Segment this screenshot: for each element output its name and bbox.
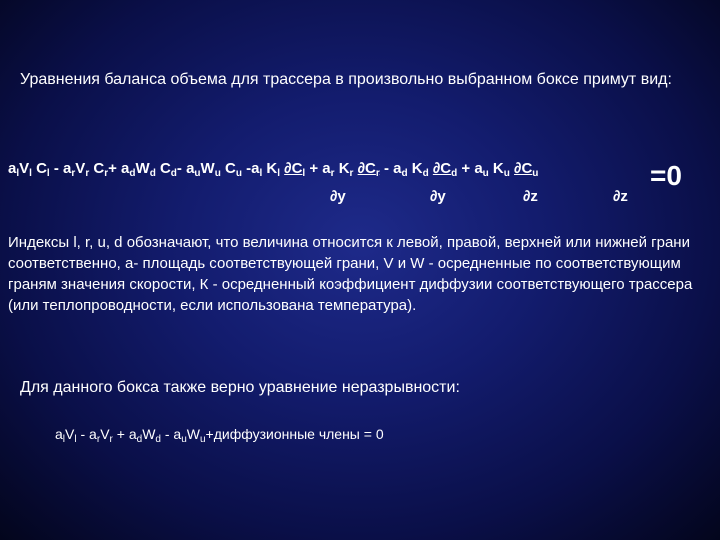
eq-subscript: l	[277, 168, 280, 179]
eq-term: - a	[76, 426, 97, 442]
intro-text: Уравнения баланса объема для трассера в произвольно выбранном боксе примут вид:	[20, 71, 672, 88]
eq-term: - a	[379, 160, 402, 177]
eq-term: + a	[108, 160, 130, 177]
eq-term: V	[100, 426, 110, 442]
eq-denominator: ∂y	[430, 188, 446, 205]
eq-subscript: r	[104, 168, 109, 179]
eq-subscript: r	[96, 434, 101, 445]
eq-denominator: ∂z	[613, 188, 628, 205]
eq-subscript: l	[302, 168, 306, 179]
eq-subscript: r	[349, 168, 354, 179]
eq-denominator: ∂z	[523, 188, 538, 205]
eq-subscript: u	[214, 168, 221, 179]
eq-term: + a	[112, 426, 137, 442]
eq-subscript: u	[532, 168, 539, 179]
eq-subscript: r	[375, 168, 380, 179]
eq-term: C	[89, 160, 105, 177]
equation-denominators	[0, 188, 720, 206]
eq-subscript: l	[16, 168, 20, 179]
eq-term: +диффузионные члены = 0	[205, 426, 384, 442]
eq-term: - a	[176, 160, 195, 177]
eq-subscript: u	[482, 168, 489, 179]
eq-subscript: l	[29, 168, 32, 179]
eq-term: + a	[305, 160, 331, 177]
eq-subscript: l	[62, 434, 66, 445]
eq-term: W	[186, 426, 200, 442]
continuity-intro: Для данного бокса также верно уравнение неразрывности:	[20, 379, 460, 396]
eq-term: W	[200, 160, 215, 177]
eq-subscript: u	[181, 434, 187, 445]
explanation-text: Индексы l, r, u, d обозначают, что величина относится к левой, правой, верхней или нижней грани соответственно, а- площадь соответствующей грани, V и W - осредненные по соответствующим граням значения скорости, К - осредненный коэффициент диффузии соответствующего трассера (или теплопроводности, если использована температура).	[8, 234, 693, 314]
eq-term: a	[8, 160, 17, 177]
eq-term: C	[155, 160, 171, 177]
eq-term: a	[55, 426, 63, 442]
eq-term: K	[488, 160, 504, 177]
eq-subscript: d	[136, 434, 143, 445]
eq-term: - a	[160, 426, 182, 442]
eq-term: V	[19, 160, 30, 177]
eq-subscript: d	[129, 168, 136, 179]
continuity-equation	[55, 426, 655, 445]
eq-subscript: r	[85, 168, 90, 179]
eq-subscript: l	[74, 434, 77, 445]
eq-subscript: u	[194, 168, 201, 179]
equals-zero: =0	[650, 160, 682, 191]
eq-term: K	[407, 160, 423, 177]
eq-term: V	[75, 160, 86, 177]
eq-numerator	[514, 160, 538, 177]
eq-subscript: u	[235, 168, 242, 179]
eq-subscript: l	[46, 168, 50, 179]
eq-term: V	[65, 426, 75, 442]
eq-subscript: r	[109, 434, 113, 445]
eq-subscript: d	[422, 168, 429, 179]
eq-denominator: ∂y	[330, 188, 346, 205]
eq-term: W	[142, 426, 156, 442]
eq-subscript: d	[401, 168, 408, 179]
eq-numerator	[358, 160, 380, 177]
eq-numerator	[284, 160, 305, 177]
eq-term: K	[262, 160, 278, 177]
eq-term: -a	[241, 160, 260, 177]
eq-subscript: u	[503, 168, 510, 179]
eq-subscript: r	[330, 168, 335, 179]
eq-term: - a	[49, 160, 72, 177]
eq-numerator	[433, 160, 457, 177]
eq-term: C	[31, 160, 47, 177]
eq-term: + a	[457, 160, 483, 177]
eq-subscript: d	[170, 168, 177, 179]
eq-subscript: r	[71, 168, 76, 179]
eq-term: ∂C	[357, 160, 376, 177]
eq-term: K	[334, 160, 350, 177]
eq-term: C	[220, 160, 236, 177]
balance-equation	[8, 160, 648, 177]
eq-subscript: l	[259, 168, 263, 179]
eq-subscript: d	[149, 168, 156, 179]
eq-subscript: d	[155, 434, 161, 445]
eq-subscript: d	[451, 168, 458, 179]
eq-term: W	[135, 160, 150, 177]
eq-term: ∂C	[432, 160, 452, 177]
eq-subscript: u	[199, 434, 206, 445]
eq-term: ∂C	[284, 160, 303, 177]
eq-term: ∂C	[514, 160, 533, 177]
